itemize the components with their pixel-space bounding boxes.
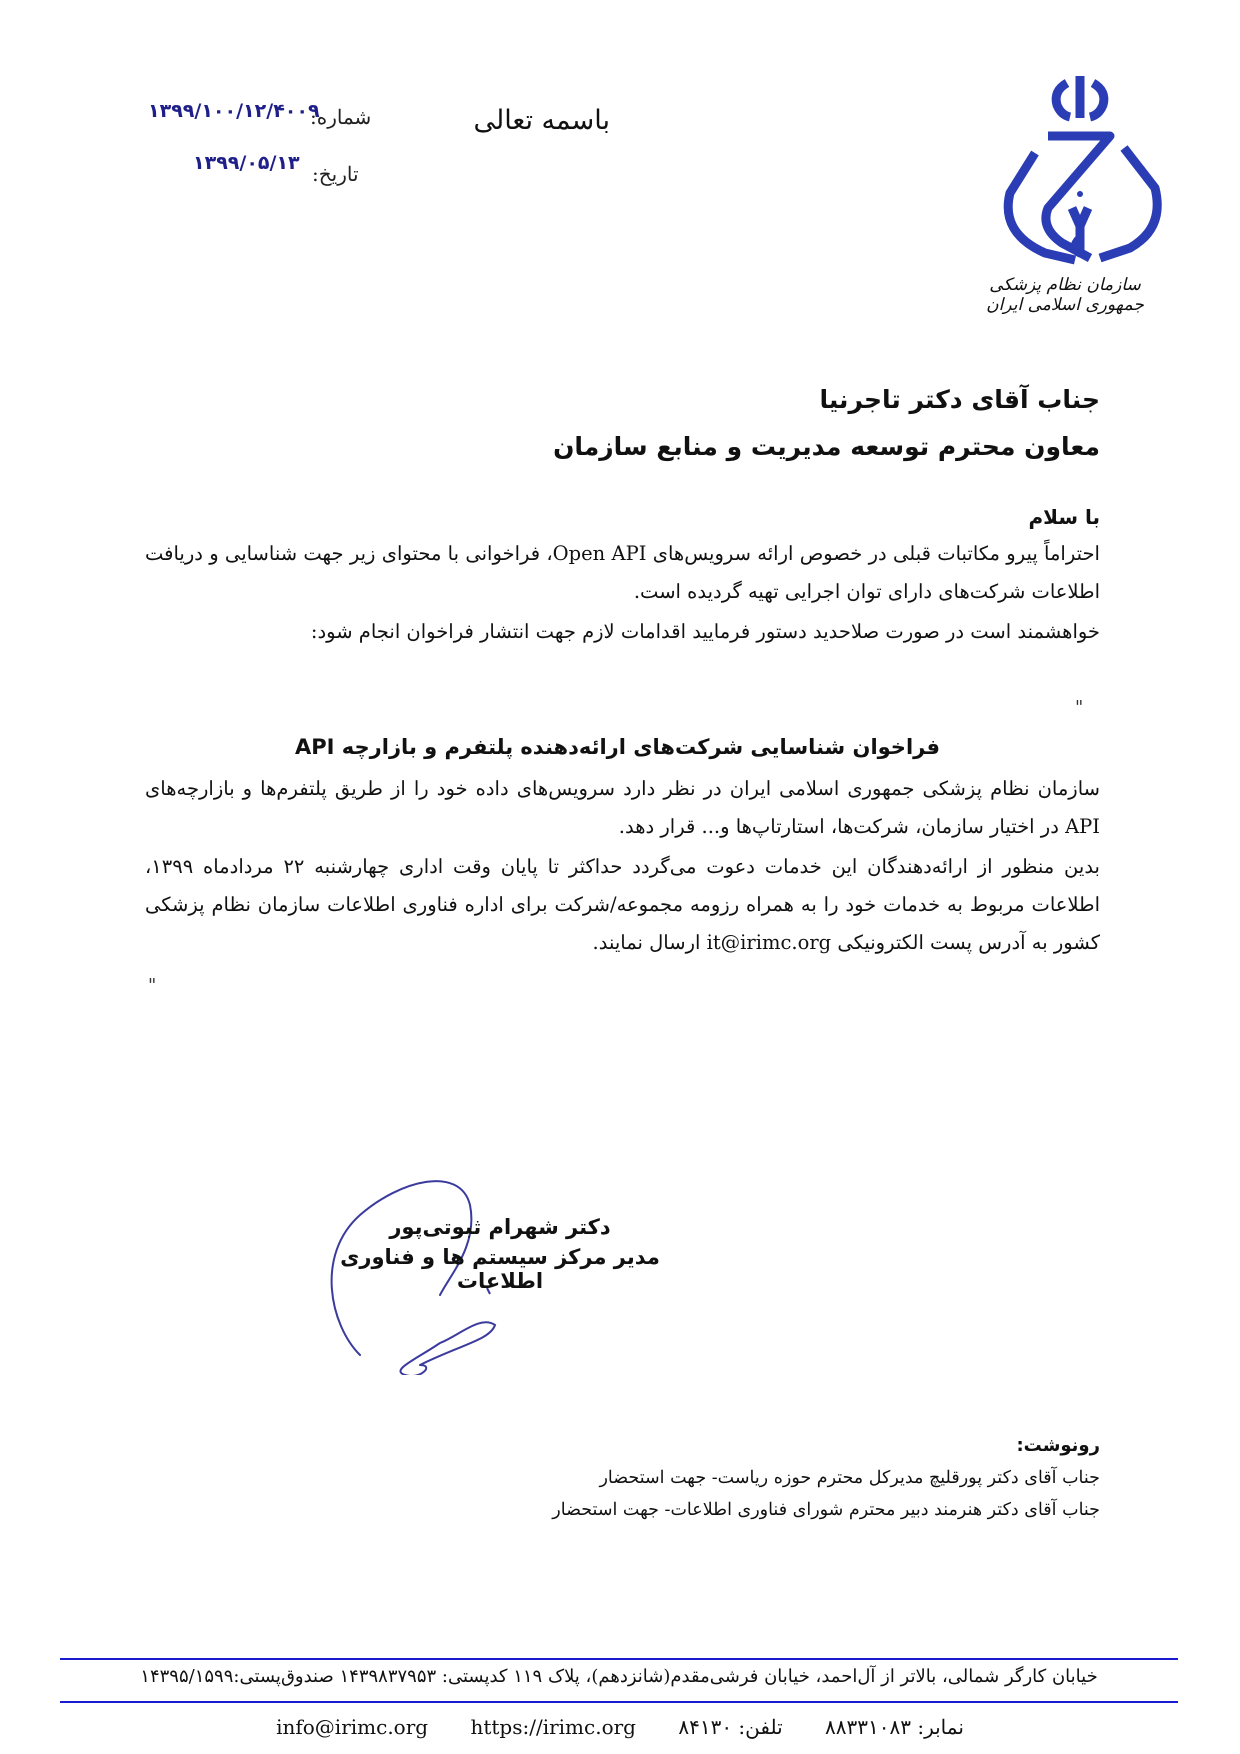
footer-email-link[interactable]: info@irimc.org (276, 1715, 429, 1739)
footer-address: خیابان کارگر شمالی، بالاتر از آل‌احمد، خیابان فرشی‌مقدم(شانزدهم)، پلاک ۱۱۹ کدپستی: ۱۴۳۹۸۳۷۹۵۳ صندوق‌پستی:۱۴۳۹۵/۱۵۹۹ (140, 1666, 1098, 1687)
cc-recipient: جناب آقای دکتر پورقلیچ مدیرکل محترم حوزه ریاست- جهت استحضار (599, 1468, 1100, 1488)
call-title: فراخوان شناسایی شرکت‌های ارائه‌دهنده پلتفرم و بازارچه API (295, 735, 940, 759)
footer-phone: تلفن: ۸۴۱۳۰ (678, 1715, 783, 1739)
cc-label: رونوشت: (1016, 1435, 1100, 1456)
signatory-title: مدیر مرکز سیستم ها و فناوری اطلاعات (340, 1245, 660, 1293)
cc-recipient: جناب آقای دکتر هنرمند دبیر محترم شورای فناوری اطلاعات- جهت استحضار (552, 1500, 1100, 1520)
logo-caption: سازمان نظام پزشکی جمهوری اسلامی ایران (986, 275, 1144, 315)
letter-number-label: شماره: (310, 105, 372, 129)
footer-top-divider (60, 1658, 1178, 1660)
request-paragraph: خواهشمند است در صورت صلاحدید دستور فرمایید اقدامات لازم جهت انتشار فراخوان انجام شود: (310, 620, 1100, 643)
footer-contact-row (0, 1715, 1240, 1739)
close-quote: " (148, 975, 157, 996)
letter-date-value: ۱۳۹۹/۰۵/۱۳ (193, 152, 300, 174)
recipient-title: معاون محترم توسعه مدیریت و منابع سازمان (553, 432, 1100, 461)
greeting: با سلام (1028, 505, 1100, 529)
letter-number-value: ۱۳۹۹/۱۰۰/۱۲/۴۰۰۹ (148, 100, 320, 122)
irimc-emblem-icon (990, 68, 1170, 268)
footer-bottom-divider (60, 1701, 1178, 1703)
intro-paragraph: احتراماً پیرو مکاتبات قبلی در خصوص ارائه سرویس‌های Open API، فراخوانی با محتوای زیر جهت شناسایی و دریافت اطلاعات شرکت‌های دارای توان اجرایی تهیه گردیده است. (145, 542, 1100, 603)
open-quote: " (1075, 697, 1084, 718)
recipient-name: جناب آقای دکتر تاجرنیا (819, 385, 1100, 414)
call-paragraph-1: سازمان نظام پزشکی جمهوری اسلامی ایران در نظر دارد سرویس‌های داده خود را از طریق پلتفرم‌ها و بازارچه‌های API در اختیار سازمان، شرکت‌ها، استارتاپ‌ها و... قرار دهد. (145, 777, 1100, 838)
footer-fax: نمابر: ۸۸۳۳۱۰۸۳ (825, 1715, 964, 1739)
footer-website-link[interactable]: https://irimc.org (470, 1715, 636, 1739)
letter-date-label: تاریخ: (312, 162, 359, 186)
call-paragraph-2: بدین منظور از ارائه‌دهندگان این خدمات دعوت می‌گردد حداکثر تا پایان وقت اداری چهارشنبه ۲۲ مردادماه ۱۳۹۹، اطلاعات مربوط به خدمات خود را به همراه رزومه مجموعه/شرکت برای اداره فناوری اطلاعات سازمان نظام پزشکی کشور به آدرس پست الکترونیکی it@irimc.org ارسال نمایند. (145, 855, 1100, 954)
basmala-heading: باسمه تعالی (473, 105, 610, 136)
signatory-name: دکتر شهرام ثبوتی‌پور (389, 1215, 611, 1239)
